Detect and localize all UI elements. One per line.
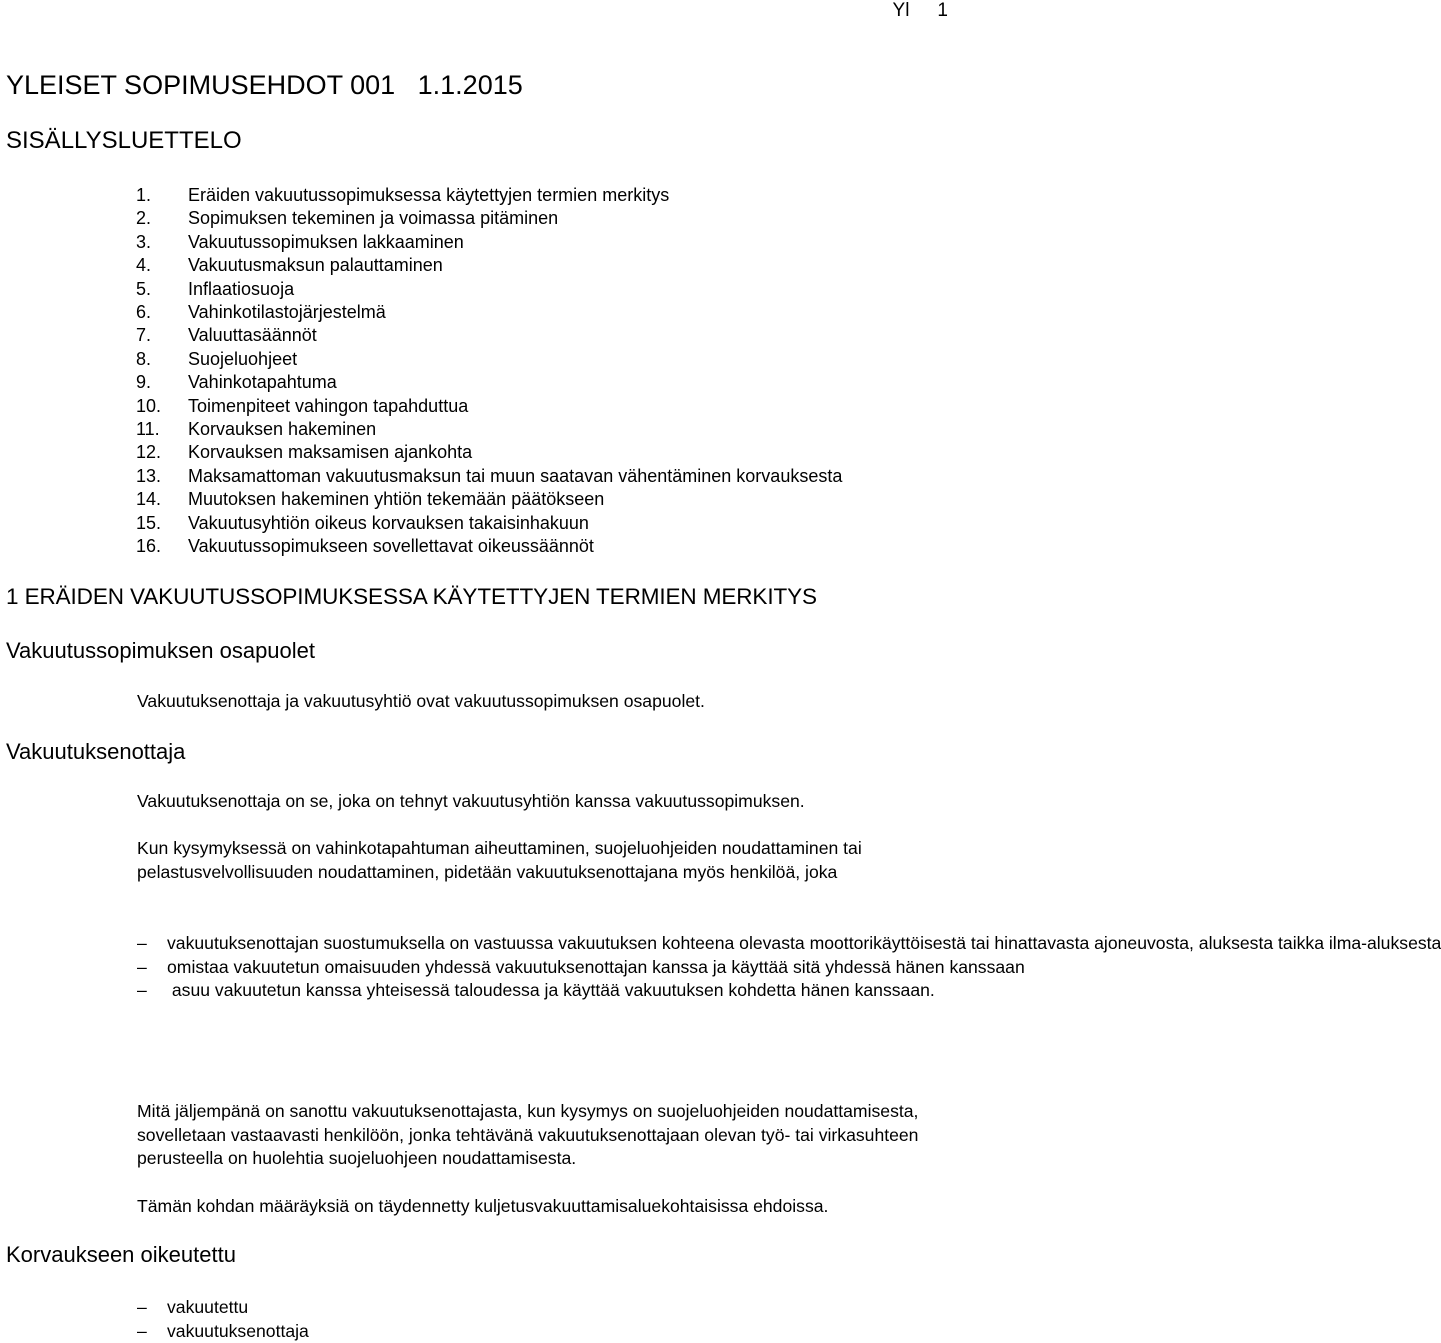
toc-item-number: 12.: [136, 442, 162, 463]
toc-item-number: 9.: [136, 372, 152, 393]
toc-item: [136, 324, 842, 347]
toc-item-label: Sopimuksen tekeminen ja voimassa pitäminen: [188, 208, 559, 229]
toc-item-label: Korvauksen hakeminen: [188, 419, 377, 440]
dash-bullet-icon: –: [137, 1297, 147, 1317]
toc-item: [136, 488, 842, 511]
toc-item-label: Vahinkotapahtuma: [188, 372, 337, 393]
parties-text: Vakuutuksenottaja ja vakuutusyhtiö ovat vakuutussopimuksen osapuolet.: [137, 691, 705, 711]
toc-item-number: 3.: [136, 231, 152, 252]
policyholder-extension: Kun kysymyksessä on vahinkotapahtuman aiheuttaminen, suojeluohjeiden noudattaminen tai pelastusvelvollisuuden noudattaminen, pidetään vakuutuksenottajana myös henkilöä, joka: [137, 838, 862, 882]
toc-item-label: Vakuutusmaksun palauttaminen: [188, 255, 443, 276]
toc-item: [136, 184, 842, 207]
dash-bullet-icon: –: [137, 980, 147, 1000]
parties-heading: Vakuutussopimuksen osapuolet: [6, 638, 316, 663]
list-item: – vakuutettu: [137, 1296, 537, 1320]
policyholder-supervision: Mitä jäljempänä on sanottu vakuutuksenottajasta, kun kysymys on suojeluohjeiden noudattamisesta, sovelletaan vastaavasti henkilöön, jonka tehtävänä vakuutuksenottajaan olevan työ- tai virkasuhteen perusteella on huolehtia suojeluohjeen noudattamisesta.: [137, 1101, 919, 1168]
toc-item: [136, 231, 842, 254]
page-number: 1: [937, 0, 948, 21]
list-item: – omistaa vakuutetun omaisuuden yhdessä vakuutuksenottajan kanssa ja käyttää sitä yhdessä hänen kanssaan: [137, 956, 959, 980]
document-title: YLEISET SOPIMUSEHDOT 001 1.1.2015: [6, 70, 523, 100]
toc-item-number: 10.: [136, 395, 162, 416]
toc-item-label: Muutoksen hakeminen yhtiön tekemään päätökseen: [188, 489, 605, 510]
toc-item: [136, 254, 842, 277]
dash-bullet-icon: –: [137, 956, 147, 977]
dash-bullet-icon: –: [137, 1320, 147, 1341]
toc-item: [136, 441, 842, 464]
toc-item-number: 7.: [136, 325, 152, 346]
beneficiary-heading: Korvaukseen oikeutettu: [6, 1242, 236, 1267]
toc-item: [136, 395, 842, 418]
policyholder-supplement: Tämän kohdan määräyksiä on täydennetty kuljetusvakuuttamisaluekohtaisissa ehdoissa.: [137, 1196, 829, 1216]
dash-bullet-icon: –: [137, 933, 147, 953]
toc-title: SISÄLLYSLUETTELO: [6, 127, 242, 154]
toc-item: [136, 535, 842, 558]
toc-item-label: Eräiden vakuutussopimuksessa käytettyjen termien merkitys: [188, 185, 670, 205]
toc-item: [136, 348, 842, 371]
toc-item-number: 1.: [136, 185, 152, 205]
list-item: – vakuutuksenottaja: [137, 1320, 537, 1343]
beneficiary-bullets: [137, 1296, 537, 1343]
list-item: – asuu vakuutetun kanssa yhteisessä taloudessa ja käyttää vakuutuksen kohdetta hänen kanssaan.: [137, 979, 959, 1003]
toc-item-label: Vahinkotilastojärjestelmä: [188, 302, 386, 323]
toc-item-number: 11.: [136, 419, 160, 440]
toc-item-label: Inflaatiosuoja: [188, 278, 295, 299]
toc-item: [136, 512, 842, 535]
toc-item-label: Vakuutussopimuksen lakkaaminen: [188, 231, 464, 252]
table-of-contents: [136, 184, 842, 559]
toc-item: [136, 371, 842, 394]
toc-item-number: 14.: [136, 489, 162, 510]
toc-item-number: 8.: [136, 348, 152, 369]
toc-item-number: 5.: [136, 278, 152, 299]
toc-item-label: Valuuttasäännöt: [188, 325, 317, 346]
section-heading: 1 ERÄIDEN VAKUUTUSSOPIMUKSESSA KÄYTETTYJEN TERMIEN MERKITYS: [6, 584, 817, 609]
policyholder-definition: Vakuutuksenottaja on se, joka on tehnyt vakuutusyhtiön kanssa vakuutussopimuksen.: [137, 791, 805, 811]
policyholder-heading: Vakuutuksenottaja: [6, 739, 186, 764]
toc-item-number: 2.: [136, 208, 152, 229]
toc-item-number: 6.: [136, 302, 152, 323]
toc-item-label: Toimenpiteet vahingon tapahduttua: [188, 395, 469, 416]
list-item: – vakuutuksenottajan suostumuksella on vastuussa vakuutuksen kohteena olevasta moottorikäyttöisestä tai hinattavasta ajoneuvosta, aluksesta taikka ilma-aluksesta: [137, 932, 959, 956]
toc-item-number: 4.: [136, 255, 152, 276]
header-tag: Yl: [892, 0, 910, 21]
toc-item: [136, 418, 842, 441]
toc-item-label: Maksamattoman vakuutusmaksun tai muun saatavan vähentäminen korvauksesta: [188, 465, 843, 486]
toc-item: [136, 278, 842, 301]
toc-item-label: Vakuutussopimukseen sovellettavat oikeussäännöt: [188, 536, 594, 557]
toc-item-number: 16.: [136, 536, 162, 557]
toc-item: [136, 207, 842, 230]
toc-item-label: Suojeluohjeet: [188, 348, 298, 369]
page-header: [893, 0, 948, 22]
toc-item-number: 15.: [136, 512, 162, 533]
policyholder-bullets: [137, 932, 1441, 1003]
toc-item: [136, 465, 842, 488]
toc-item-number: 13.: [136, 465, 162, 486]
toc-item: [136, 301, 842, 324]
toc-item-label: Vakuutusyhtiön oikeus korvauksen takaisinhakuun: [188, 512, 589, 533]
toc-item-label: Korvauksen maksamisen ajankohta: [188, 442, 473, 463]
